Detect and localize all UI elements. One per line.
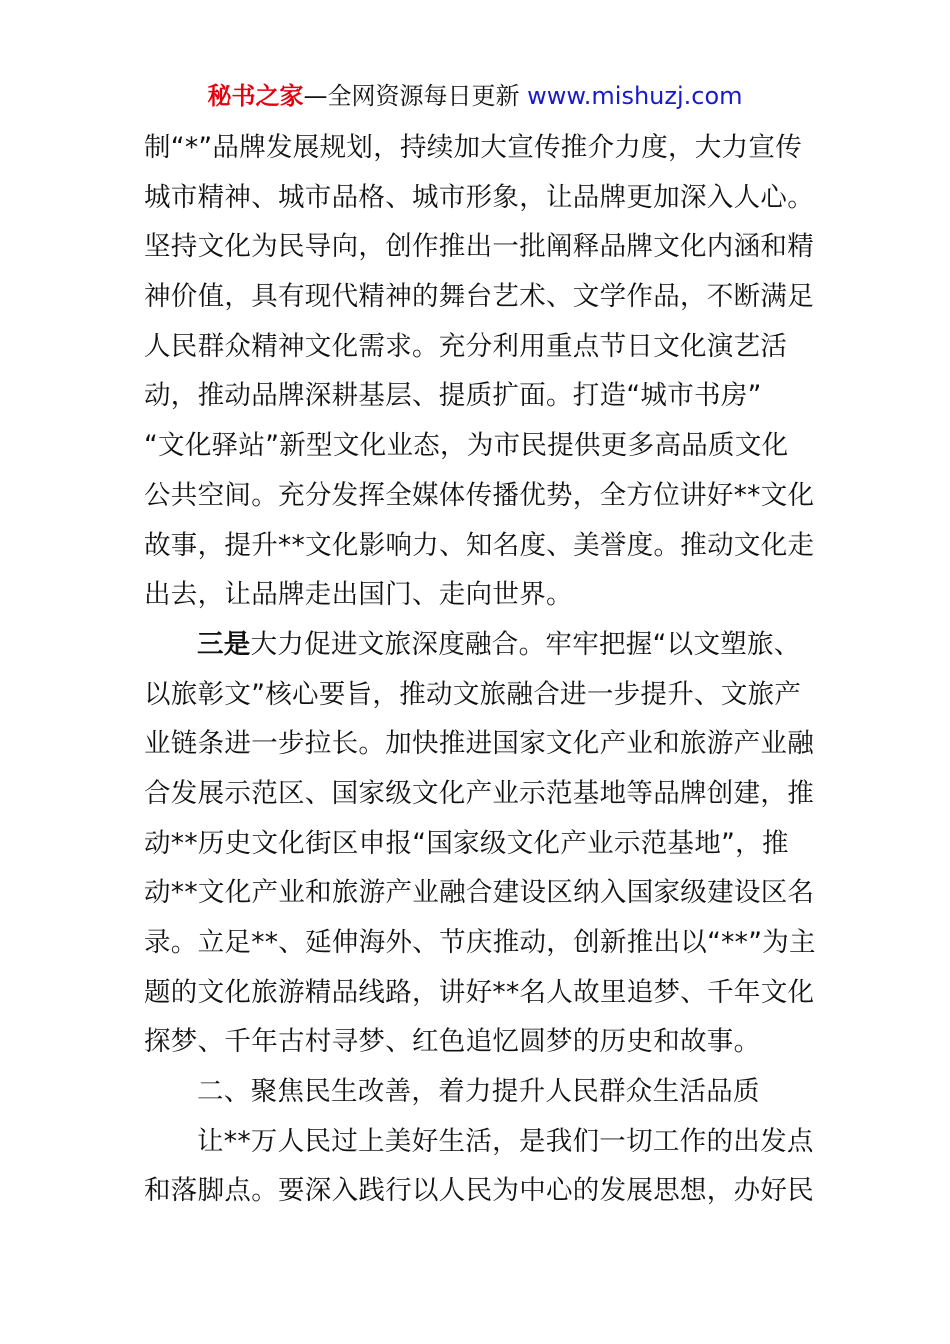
text-line: 坚持文化为民导向，创作推出一批阐释品牌文化内涵和精 [144,231,814,263]
text-line: 题的文化旅游精品线路，讲好**名人故里追梦、千年文化 [144,976,815,1008]
text-line: 和落脚点。要深入践行以人民为中心的发展思想，办好民 [144,1175,814,1207]
text-line: 业链条进一步拉长。加快推进国家文化产业和旅游产业融 [144,728,814,760]
paragraph-three-first-line [144,620,814,670]
header-tagline: —全网资源每日更新 [303,82,528,110]
section-heading: 二、聚焦民生改善，着力提升人民群众生活品质 [197,1076,760,1108]
text-line: 出去，让品牌走出国门、走向世界。 [144,579,573,611]
text-line: 大力促进文旅深度融合。牢牢把握“以文塑旅、 [250,628,801,660]
text-line: 人民群众精神文化需求。充分利用重点节日文化演艺活 [144,330,788,362]
text-line: 让**万人民过上美好生活，是我们一切工作的出发点 [197,1125,814,1157]
text-line: 故事，提升**文化影响力、知名度、美誉度。推动文化走 [144,529,815,561]
text-line: 动**文化产业和旅游产业融合建设区纳入国家级建设区名 [144,877,815,909]
text-line: 城市精神、城市品格、城市形象，让品牌更加深入人心。 [144,181,814,213]
text-line: 动，推动品牌深耕基层、提质扩面。打造“城市书房” [144,380,762,412]
lead-in-bold: 三是 [197,628,251,660]
text-line: 动**历史文化街区申报“国家级文化产业示范基地”，推 [144,827,789,859]
text-line: “文化驿站”新型文化业态，为市民提供更多高品质文化 [144,430,789,462]
text-line: 公共空间。充分发挥全媒体传播优势，全方位讲好**文化 [144,479,815,511]
text-line: 录。立足**、延伸海外、节庆推动，创新推出以“**”为主 [144,927,816,958]
document-body [144,123,814,1216]
site-watermark-header [0,80,950,112]
text-line: 制“*”品牌发展规划，持续加大宣传推介力度，大力宣传 [144,132,803,163]
site-url: www.mishuzj.com [527,82,743,110]
text-line: 以旅彰文”核心要旨，推动文旅融合进一步提升、文旅产 [144,678,802,710]
brand-name: 秘书之家 [207,82,304,110]
text-line: 合发展示范区、国家级文化产业示范基地等品牌创建，推 [144,777,814,809]
text-line: 探梦、千年古村寻梦、红色追忆圆梦的历史和故事。 [144,1026,761,1058]
text-line: 神价值，具有现代精神的舞台艺术、文学作品，不断满足 [144,281,814,313]
